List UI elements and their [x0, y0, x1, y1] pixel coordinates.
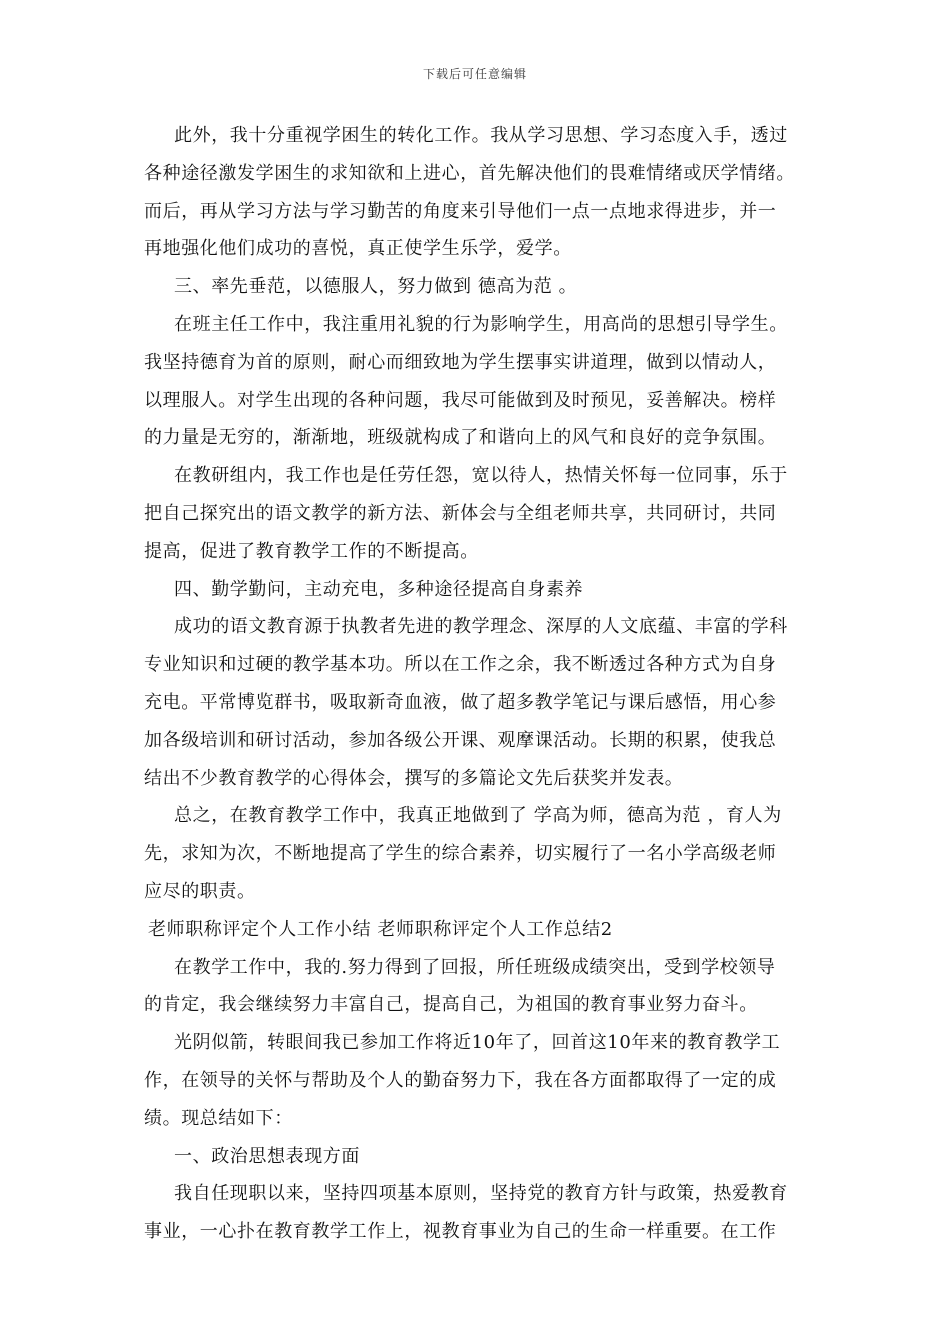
text-line: 我坚持德育为首的原则，耐心而细致地为学生摆事实讲道理，做到以情动人， — [144, 351, 777, 373]
text-line: 光阴似箭，转眼间我已参加工作将近10年了，回首这10年来的教育教学工 — [174, 1032, 781, 1054]
text-line: 在班主任工作中，我注重用礼貌的行为影响学生，用高尚的思想引导学生。 — [174, 313, 788, 335]
text-line: 各种途径激发学困生的求知欲和上进心，首先解决他们的畏难情绪或厌学情绪。 — [144, 162, 795, 184]
section-title: 老师职称评定个人工作小结 老师职称评定个人工作总结2 — [148, 918, 613, 940]
text-line: 的肯定，我会继续努力丰富自己，提高自己，为祖国的教育事业努力奋斗。 — [144, 994, 758, 1016]
text-line: 总之，在教育教学工作中，我真正地做到了 学高为师，德高为范 ，育人为 — [174, 805, 782, 827]
page-header: 下载后可任意编辑 — [422, 67, 527, 81]
text-line: 提高，促进了教育教学工作的不断提高。 — [144, 540, 479, 562]
text-line: 一、政治思想表现方面 — [174, 1145, 360, 1167]
text-line: 以理服人。对学生出现的各种问题，我尽可能做到及时预见，妥善解决。榜样 — [144, 389, 777, 411]
text-line: 的力量是无穷的，渐渐地，班级就构成了和谐向上的风气和良好的竞争氛围。 — [144, 427, 777, 449]
text-line: 成功的语文教育源于执教者先进的教学理念、深厚的人文底蕴、丰富的学科 — [174, 616, 788, 638]
text-line: 而后，再从学习方法与学习勤苦的角度来引导他们一点一点地求得进步，并一 — [144, 200, 777, 222]
document-body — [144, 117, 824, 1251]
text-line: 再地强化他们成功的喜悦，真正使学生乐学，爱学。 — [144, 238, 572, 260]
text-line: 此外，我十分重视学困生的转化工作。我从学习思想、学习态度入手，透过 — [174, 125, 788, 146]
text-line: 充电。平常博览群书，吸取新奇血液，做了超多教学笔记与课后感悟，用心参 — [144, 691, 777, 713]
text-line: 绩。现总结如下： — [144, 1107, 293, 1129]
text-line: 作，在领导的关怀与帮助及个人的勤奋努力下，我在各方面都取得了一定的成 — [144, 1069, 777, 1091]
text-line: 应尽的职责。 — [144, 880, 256, 902]
text-line: 结出不少教育教学的心得体会，撰写的多篇论文先后获奖并发表。 — [144, 767, 684, 789]
text-line: 专业知识和过硬的教学基本功。所以在工作之余，我不断透过各种方式为自身 — [144, 654, 777, 676]
text-line: 我自任现职以来，坚持四项基本原则，坚持党的教育方针与政策，热爱教育 — [174, 1183, 788, 1205]
text-line: 在教研组内，我工作也是任劳任怨，宽以待人，热情关怀每一位同事，乐于 — [174, 465, 788, 487]
text-line: 在教学工作中，我的.努力得到了回报，所任班级成绩突出，受到学校领导 — [174, 956, 776, 978]
text-line: 加各级培训和研讨活动，参加各级公开课、观摩课活动。长期的积累，使我总 — [144, 729, 777, 751]
text-line: 事业，一心扑在教育教学工作上，视教育事业为自己的生命一样重要。在工作 — [144, 1221, 777, 1243]
text-line: 把自己探究出的语文教学的新方法、新体会与全组老师共享，共同研讨，共同 — [144, 502, 777, 524]
text-line: 先，求知为次，不断地提高了学生的综合素养，切实履行了一名小学高级老师 — [144, 843, 777, 865]
text-line: 四、勤学勤问，主动充电，多种途径提高自身素养 — [174, 578, 584, 600]
text-line: 三、率先垂范，以德服人，努力做到 德高为范 。 — [174, 276, 578, 298]
